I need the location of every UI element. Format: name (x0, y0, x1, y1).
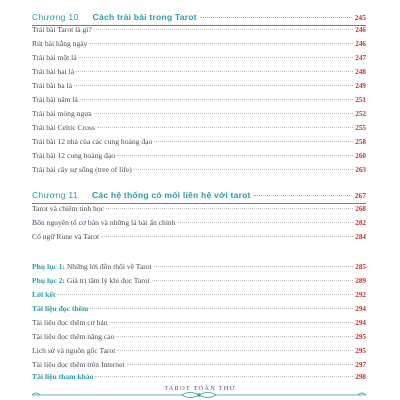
toc-entry[interactable]: Trải bài móng ngựa 252 (32, 109, 366, 118)
running-footer-title: TAROT TOÀN THƯ (164, 385, 236, 392)
page-number: 267 (354, 191, 366, 200)
toc-entry[interactable]: Trải bài 12 cung hoàng đạo 260 (32, 151, 366, 160)
toc-entry[interactable]: Trải bài Celtic Cross 255 (32, 123, 366, 132)
appendix-entry[interactable]: Lời kết 292 (32, 290, 366, 299)
page-number: 245 (354, 13, 366, 22)
toc-entry[interactable]: Tarot và chiêm tinh học 268 (32, 204, 366, 213)
toc-entry[interactable]: Trải bài cây sự sống (tree of life) 263 (32, 165, 366, 174)
toc-entry[interactable]: Trải bài Tarot là gì? 246 (32, 25, 366, 34)
appendix-entry[interactable]: Phụ lục 1: Những lời đồn thổi về Tarot 285 (32, 262, 366, 271)
toc-entry[interactable]: Trải bài năm lá 251 (32, 95, 366, 104)
toc-entry[interactable]: Bốn nguyên tố cơ bản và những lá bài ẩn chính 282 (32, 218, 366, 227)
chapter-label: Chương 10 (32, 12, 79, 22)
dot-leader (254, 195, 352, 196)
appendix-entry[interactable]: Tài liệu tham khảo 298 (32, 372, 366, 381)
chapter-title: Cách trải bài trong Tarot (92, 12, 197, 22)
toc-entry[interactable]: Trải bài 12 nhà của các cung hoàng đạo 258 (32, 137, 366, 146)
toc-entry[interactable]: Cổ ngữ Rune và Tarot 284 (32, 232, 366, 241)
appendix-entry[interactable]: Tài liệu đọc thêm nâng cao 295 (32, 332, 366, 341)
appendix-entry[interactable]: Lịch sử và nguồn gốc Tarot 295 (32, 346, 366, 355)
appendix-entry[interactable]: Tài liệu đọc thêm cơ bản 294 (32, 318, 366, 327)
footer-ornament-icon (32, 390, 366, 400)
toc-entry[interactable]: Trải bài ba lá 249 (32, 81, 366, 90)
toc-entry[interactable]: Trải bài hai lá 248 (32, 67, 366, 76)
appendix-entry[interactable]: Phụ lục 2: Giá trị tâm lý khi đọc Tarot 289 (32, 276, 366, 285)
toc-entry[interactable]: Trải bài một lá 247 (32, 53, 366, 62)
chapter-label: Chương 11 (32, 190, 78, 200)
chapter-title: Các hệ thống có mối liên hệ với tarot (91, 190, 251, 200)
appendix-entry[interactable]: Tài liệu đọc thêm 294 (32, 304, 366, 313)
dot-leader (200, 17, 352, 18)
toc-entry[interactable]: Rút bài hằng ngày 246 (32, 39, 366, 48)
appendix-entry[interactable]: Tài liệu đọc thêm trên Internet 297 (32, 360, 366, 369)
